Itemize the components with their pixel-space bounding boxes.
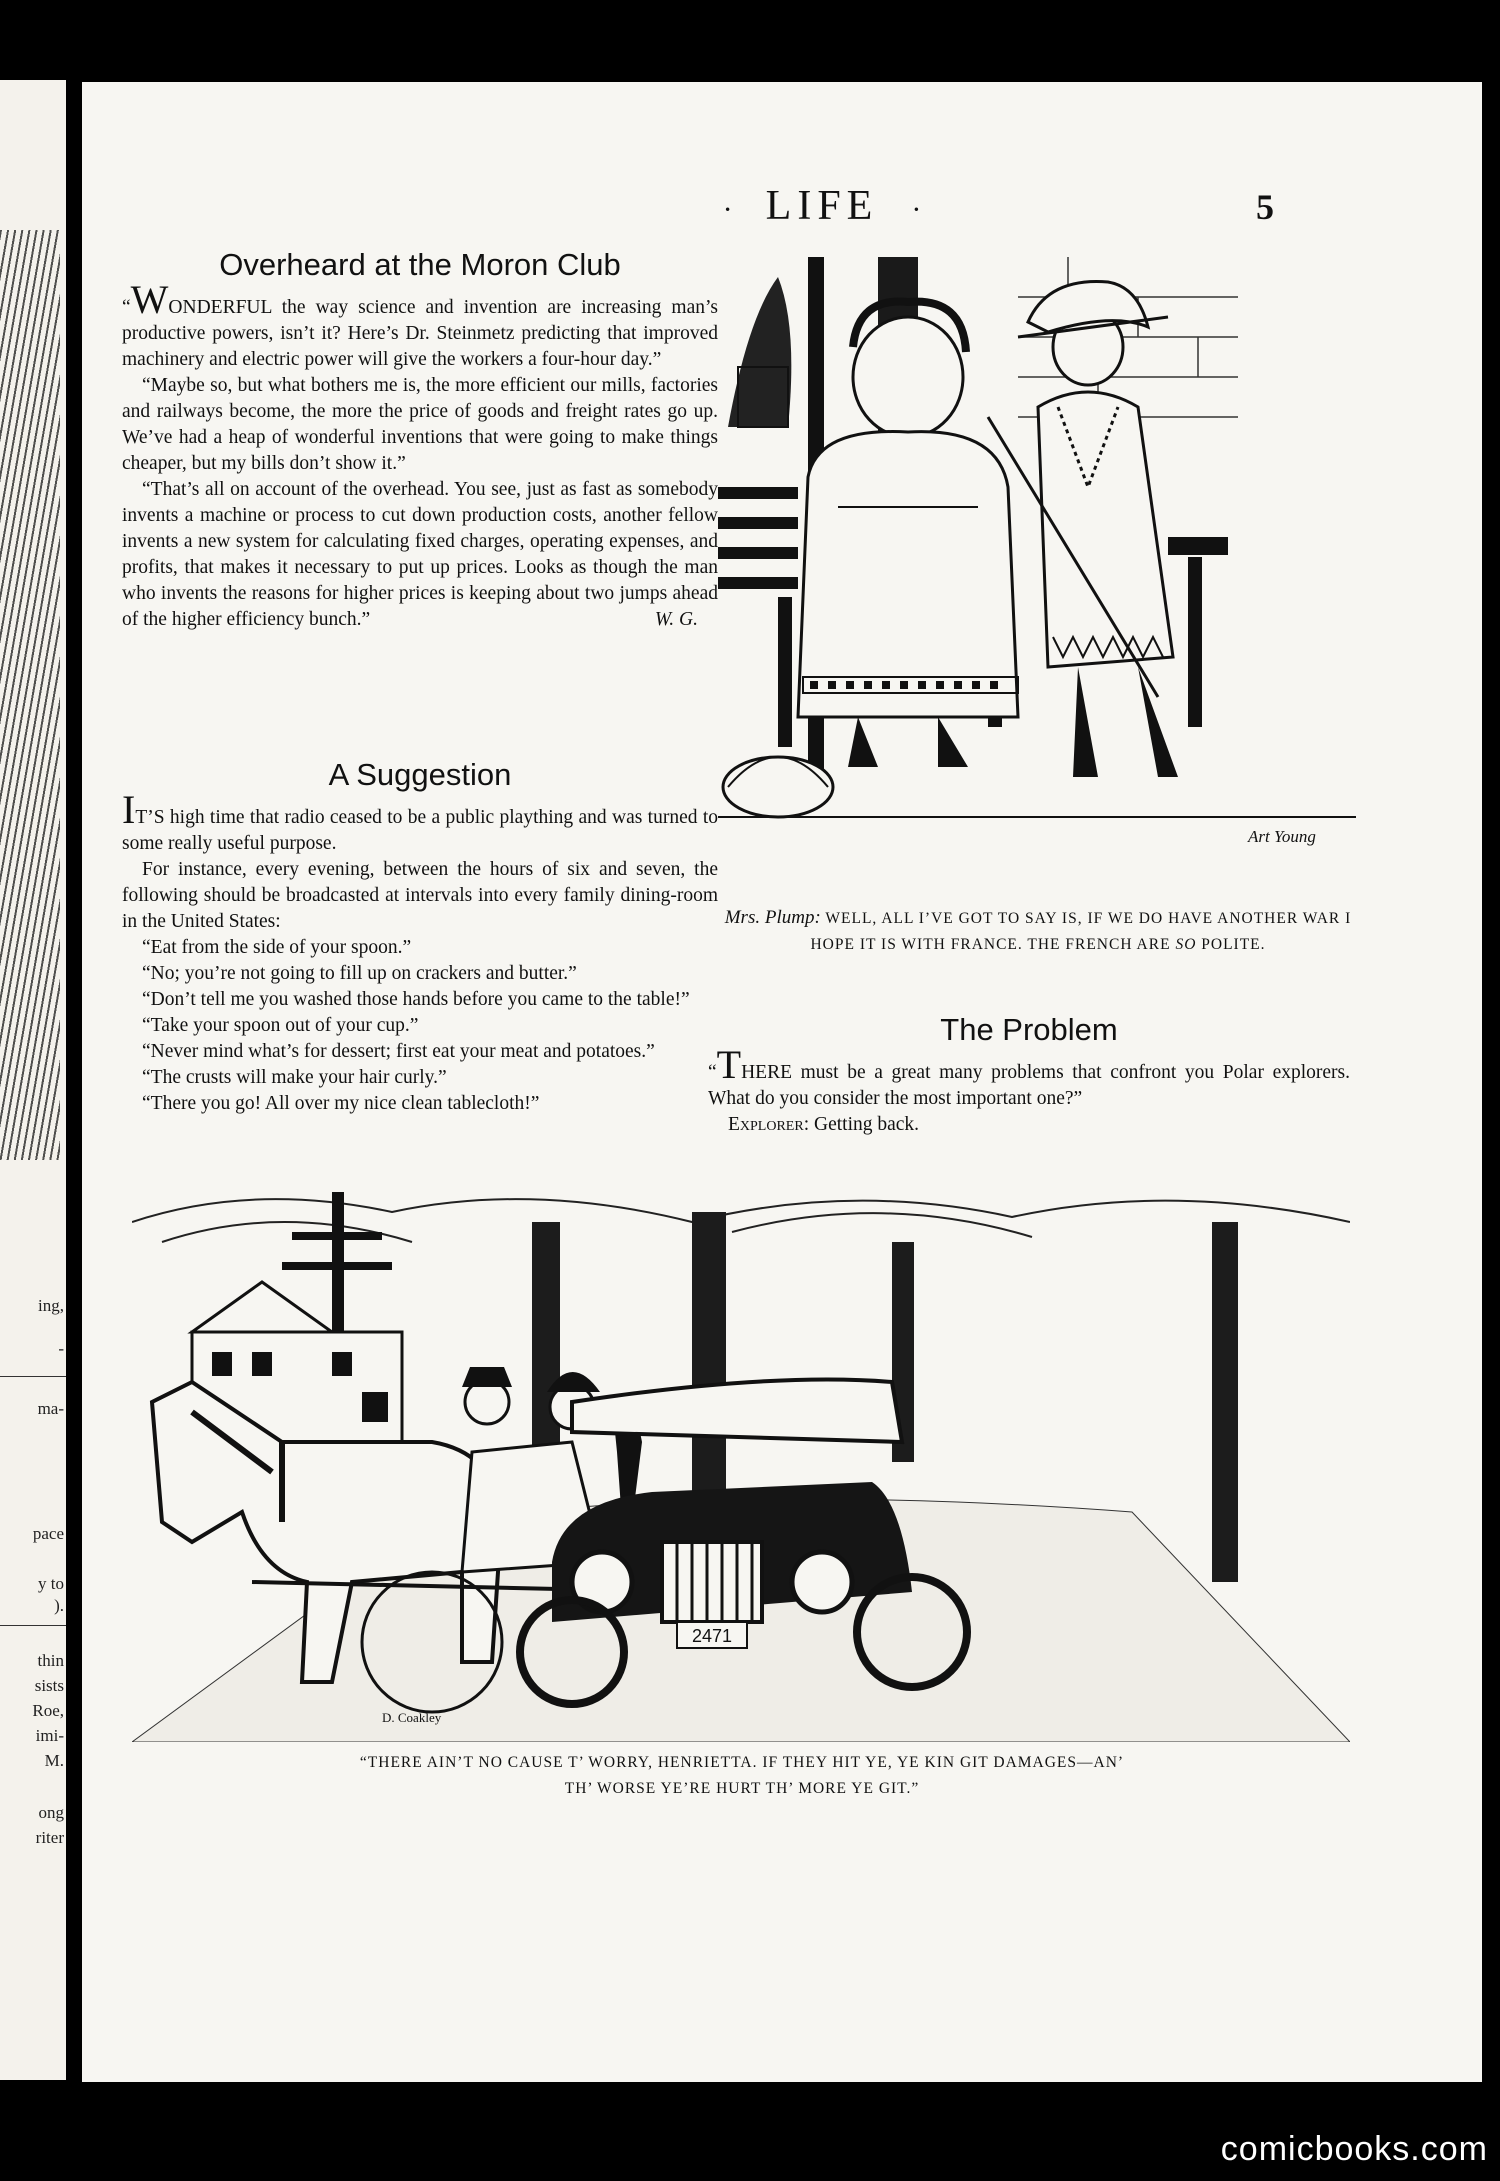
suggestion-line: “Eat from the side of your spoon.”: [142, 937, 412, 958]
caption-emphasis: SO: [1175, 936, 1197, 953]
source-watermark: comicbooks.com: [1220, 2130, 1488, 2168]
caption-text-end: POLITE.: [1201, 936, 1266, 953]
road-cartoon-caption: [122, 1750, 1362, 1802]
prev-fragment: imi-: [35, 1726, 64, 1745]
article-title: Overheard at the Moron Club: [219, 247, 621, 282]
prev-fragment: Roe,: [32, 1701, 64, 1720]
artist-signature: Art Young: [1248, 827, 1316, 846]
previous-page-edge: [0, 80, 66, 2080]
previous-page-illustration: [0, 230, 60, 1160]
prev-fragment: sists: [34, 1676, 64, 1695]
article-suggestion: [122, 757, 718, 1117]
prev-fragment: thin: [37, 1651, 64, 1670]
author-signature: W. G.: [654, 609, 698, 630]
prev-fragment: ma-: [37, 1399, 64, 1418]
article-problem: [708, 1012, 1350, 1138]
prev-fragment: riter: [35, 1828, 64, 1847]
masthead-dot: ·: [911, 193, 922, 226]
caption-text: WELL, ALL I’VE GOT TO SAY IS, IF WE DO HAVE ANOTHER WAR I HOPE IT IS WITH FRANCE. THE FRENCH ARE: [810, 910, 1352, 953]
paragraph-text: HERE must be a great many problems that confront you Polar explorers. What do you consider the most important one?”: [708, 1062, 1350, 1109]
magazine-page: [82, 82, 1482, 2082]
article-paragraph: [122, 277, 718, 373]
article-moron-club: [122, 247, 718, 633]
article-title: The Problem: [940, 1012, 1118, 1047]
article-paragraph: [708, 1112, 1350, 1138]
page-number: 5: [1256, 187, 1274, 227]
article-paragraph: [122, 477, 718, 633]
paragraph-text: “That’s all on account of the overhead. You see, just as fast as somebody invents a machine or process to cut down production costs, another fellow invents a new system for calculating fixed charges, operating expenses, and profits, that makes it necessary to put up prices. Looks as though the man who invents the reasons for higher prices is keeping about two jumps ahead of the higher efficiency bunch.”: [122, 479, 718, 630]
suggestion-line: “There you go! All over my nice clean tablecloth!”: [142, 1093, 540, 1114]
road-cartoon-art: [132, 1182, 1350, 1742]
prev-rule: [0, 1625, 66, 1626]
prev-fragment: y to: [38, 1574, 64, 1593]
suggestion-line: “No; you’re not going to fill up on crackers and butter.”: [142, 963, 577, 984]
prev-fragment: ing,: [38, 1296, 64, 1315]
suggestion-line: “Never mind what’s for dessert; first eat your meat and potatoes.”: [142, 1041, 655, 1062]
article-paragraph: For instance, every evening, between the hours of six and seven, the following should be broadcasted at intervals into every family dining-room in the United States:: [122, 859, 718, 932]
artist-signature: D. Coakley: [382, 1710, 442, 1725]
article-paragraph: [122, 787, 718, 857]
drop-cap: I: [122, 787, 136, 832]
article-paragraph: “Maybe so, but what bothers me is, the more efficient our mills, factories and railways become, the more the price of goods and freight rates go up. We’ve had a heap of wonderful inventions that were going to make things cheaper, but my bills don’t show it.”: [122, 375, 718, 474]
paragraph-text: ONDERFUL the way science and invention are increasing man’s productive powers, isn’t it? Here’s Dr. Steinmetz predicting that improved machinery and electric power will give the workers a four-hour day.”: [122, 297, 718, 370]
drop-quote: “: [708, 1062, 717, 1083]
drop-quote: “: [122, 297, 131, 318]
prev-fragment: ong: [38, 1803, 64, 1822]
suggestion-line: “Take your spoon out of your cup.”: [142, 1015, 419, 1036]
license-plate: 2471: [691, 1626, 733, 1646]
caption-line: “THERE AIN’T NO CAUSE T’ WORRY, HENRIETTA. IF THEY HIT YE, YE KIN GIT DAMAGES—AN’: [359, 1754, 1125, 1771]
suggestion-line: “Don’t tell me you washed those hands before you came to the table!”: [142, 989, 690, 1010]
speaker-label: Explorer:: [728, 1114, 810, 1135]
caption-line: TH’ WORSE YE’RE HURT TH’ MORE YE GIT.”: [564, 1780, 920, 1797]
prev-fragment: pace: [32, 1524, 64, 1543]
drop-cap: W: [130, 277, 169, 322]
suggestion-line: “The crusts will make your hair curly.”: [142, 1067, 447, 1088]
porch-cartoon: [718, 257, 1356, 897]
article-paragraph: [708, 1042, 1350, 1112]
prev-fragment: -: [58, 1339, 64, 1358]
masthead-title: LIFE: [765, 183, 879, 229]
prev-fragment: M.: [44, 1751, 64, 1770]
porch-cartoon-caption: [708, 905, 1368, 958]
masthead-dot: ·: [722, 193, 733, 226]
road-cartoon: [132, 1182, 1350, 1742]
paragraph-text: T’S high time that radio ceased to be a public plaything and was turned to some really useful purpose.: [122, 807, 718, 854]
caption-speaker: Mrs. Plump:: [724, 907, 821, 928]
article-title: A Suggestion: [328, 757, 512, 792]
drop-cap: T: [716, 1042, 742, 1087]
porch-cartoon-art: [718, 257, 1356, 897]
prev-fragment: ).: [54, 1596, 64, 1615]
paragraph-text: Getting back.: [814, 1114, 920, 1135]
page-header: [82, 182, 1482, 242]
prev-rule: [0, 1376, 66, 1377]
